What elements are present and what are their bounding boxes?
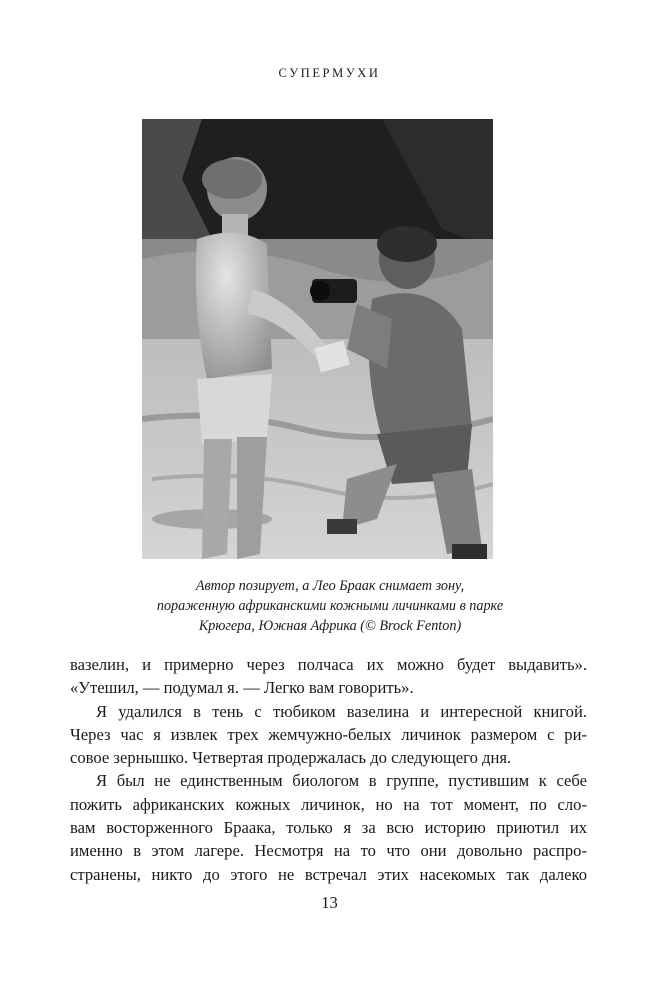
paragraph-2 [70, 700, 587, 770]
text-line: вазелин, и примерно через полчаса их можно будет выдавить». [70, 655, 587, 674]
body-text [70, 653, 587, 886]
text-line: странены, никто до этого не встречал этих насекомых так далеко [70, 864, 587, 884]
text-line: пожить африканских кожных личинок, но на тот момент, по сло- [70, 794, 587, 814]
page-number: 13 [321, 893, 338, 912]
text-line: вам восторженного Браака, только я за всю историю приютил их [70, 818, 587, 838]
photograph [142, 119, 493, 559]
caption-line: Крюгера, Южная Африка (© Brock Fenton) [198, 618, 462, 634]
text-line: совое зернышко. Четвертая продержалась до следующего дня. [70, 748, 512, 768]
text-line: Через час я извлек трех жемчужно-белых личинок размером с ри- [70, 724, 587, 744]
caption-line: Автор позирует, а Лео Браак снимает зону, [195, 578, 465, 594]
text-line: «Утешил, — подумал я. — Легко вам говорить». [70, 678, 414, 698]
paragraph-3 [70, 769, 587, 885]
text-line: именно в этом лагере. Несмотря на то что они довольно распро- [70, 841, 587, 861]
running-head: СУПЕРМУХИ [278, 66, 381, 80]
paragraph-1 [70, 653, 587, 700]
caption-line: пораженную африканскими кожными личинками в парке [156, 598, 504, 614]
photograph-icon [142, 119, 493, 559]
text-line: Я был не единственным биологом в группе, пустившим к себе [96, 771, 587, 791]
text-line: Я удалился в тень с тюбиком вазелина и интересной книгой. [96, 701, 587, 721]
photo-caption [80, 576, 580, 636]
